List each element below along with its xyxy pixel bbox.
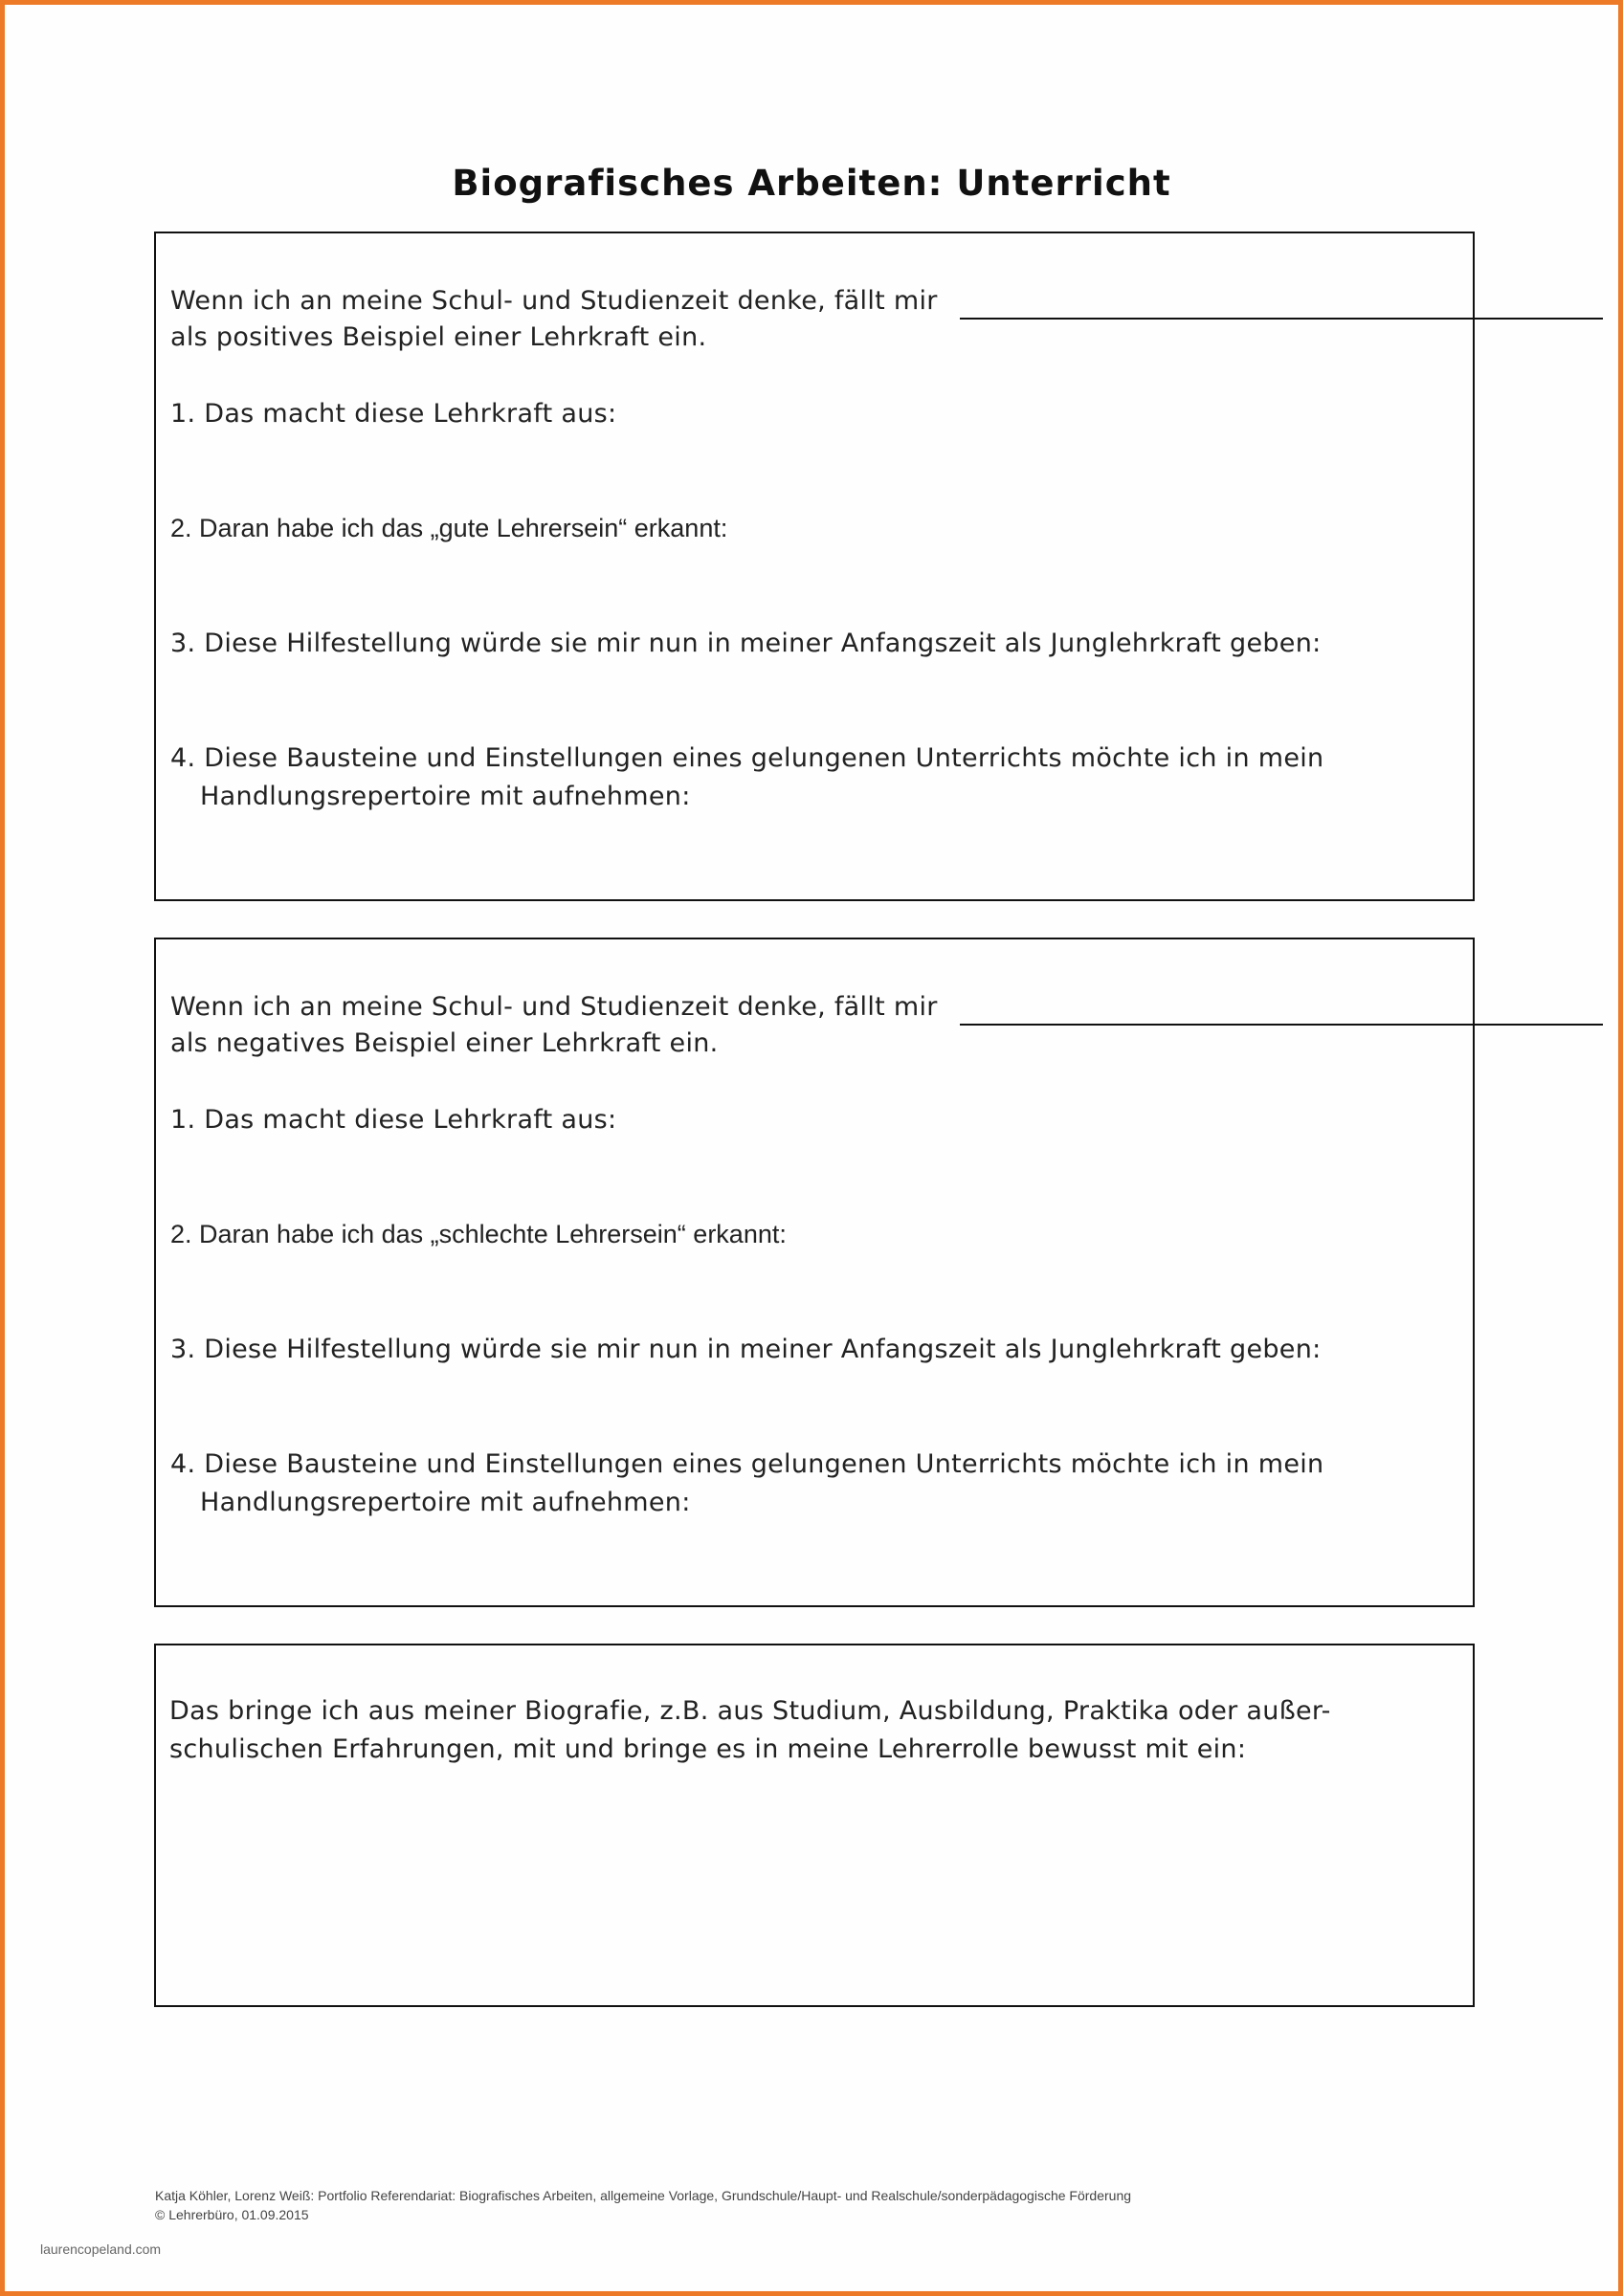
biography-line-1: Das bringe ich aus meiner Biografie, z.B. aus Studium, Ausbildung, Praktika oder außer- bbox=[169, 1696, 1331, 1726]
intro-line-2: als positives Beispiel einer Lehrkraft ein. bbox=[170, 322, 707, 352]
name-answer-line[interactable] bbox=[960, 1024, 1603, 1026]
biography-line-2: schulischen Erfahrungen, mit und bringe es in meine Lehrerrolle bewusst mit ein: bbox=[169, 1734, 1247, 1764]
question-2: 2. Daran habe ich das „gute Lehrersein“ erkannt: bbox=[170, 514, 728, 542]
positive-example-box bbox=[154, 232, 1475, 901]
intro-line-1: Wenn ich an meine Schul- und Studienzeit denke, fällt mir bbox=[170, 992, 938, 1022]
footer-line-2: © Lehrerbüro, 01.09.2015 bbox=[155, 2207, 309, 2223]
intro-line-1: Wenn ich an meine Schul- und Studienzeit denke, fällt mir bbox=[170, 286, 938, 316]
name-answer-line[interactable] bbox=[960, 318, 1603, 320]
intro-line-2: als negatives Beispiel einer Lehrkraft ein. bbox=[170, 1028, 719, 1058]
footer-line-1: Katja Köhler, Lorenz Weiß: Portfolio Referendariat: Biografisches Arbeiten, allgemeine Vorlage, Grundschule/Haupt- und Realschule/sonderpädagogische Förderung bbox=[155, 2188, 1132, 2203]
watermark: laurencopeland.com bbox=[40, 2241, 162, 2257]
question-2: 2. Daran habe ich das „schlechte Lehrersein“ erkannt: bbox=[170, 1220, 787, 1248]
page-title: Biografisches Arbeiten: Unterricht bbox=[452, 163, 1171, 204]
question-3: 3. Diese Hilfestellung würde sie mir nun in meiner Anfangszeit als Junglehrkraft geben: bbox=[170, 1335, 1322, 1364]
question-1: 1. Das macht diese Lehrkraft aus: bbox=[170, 1105, 617, 1135]
question-4-continued: Handlungsrepertoire mit aufnehmen: bbox=[200, 1488, 691, 1517]
footer-credits bbox=[155, 2186, 1131, 2225]
question-4: 4. Diese Bausteine und Einstellungen eines gelungenen Unterrichts möchte ich in mein bbox=[170, 743, 1324, 773]
negative-example-box bbox=[154, 938, 1475, 1607]
question-3: 3. Diese Hilfestellung würde sie mir nun in meiner Anfangszeit als Junglehrkraft geben: bbox=[170, 629, 1322, 658]
question-4-continued: Handlungsrepertoire mit aufnehmen: bbox=[200, 782, 691, 811]
biography-box bbox=[154, 1644, 1475, 2007]
question-4: 4. Diese Bausteine und Einstellungen eines gelungenen Unterrichts möchte ich in mein bbox=[170, 1449, 1324, 1479]
question-1: 1. Das macht diese Lehrkraft aus: bbox=[170, 399, 617, 429]
